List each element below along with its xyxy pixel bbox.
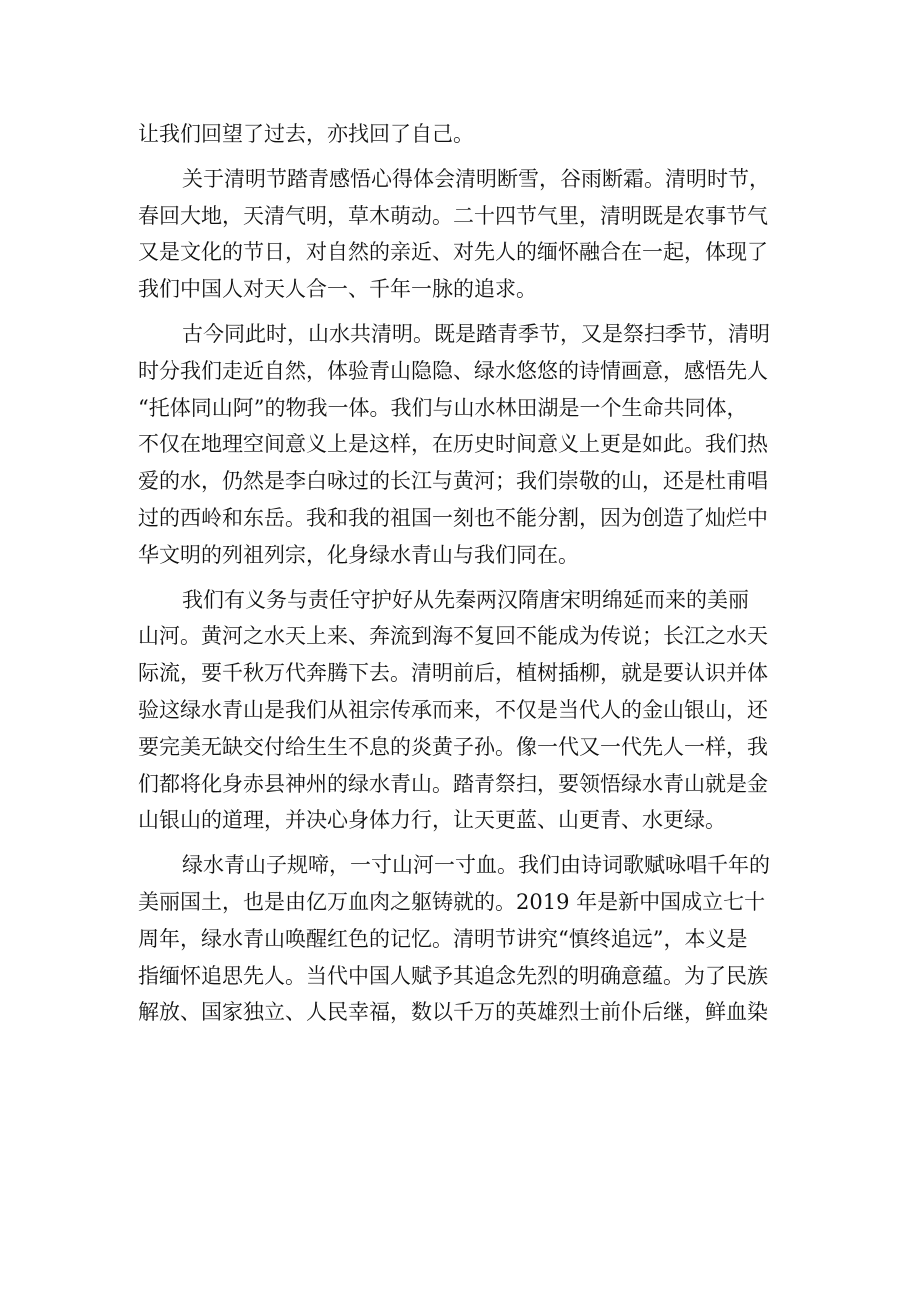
paragraph-gap bbox=[138, 839, 798, 847]
paragraph-gap bbox=[138, 574, 798, 582]
text-line: “托体同山阿”的物我一体。我们与山水林田湖是一个生命共同体， bbox=[138, 395, 748, 420]
text-line: 又是文化的节日，对自然的亲近、对先人的缅怀融合在一起，体现了 bbox=[138, 240, 768, 265]
text-line: 际流，要千秋万代奔腾下去。清明前后，植树插柳，就是要认识并体 bbox=[138, 661, 768, 686]
text-line: 解放、国家独立、人民幸福，数以千万的英雄烈士前仆后继，鲜血染 bbox=[138, 1000, 768, 1025]
text-line: 绿水青山子规啼，一寸山河一寸血。我们由诗词歌赋咏唱千年的 bbox=[182, 853, 770, 878]
text-line: 山河。黄河之水天上来、奔流到海不复回不能成为传说；长江之水天 bbox=[138, 624, 768, 649]
text-line: 指缅怀追思先人。当代中国人赋予其追念先烈的明确意蕴。为了民族 bbox=[138, 963, 768, 988]
text-line: 美丽国土，也是由亿万血肉之躯铸就的。2019 年是新中国成立七十 bbox=[138, 889, 766, 914]
text-line: 爱的水，仍然是李白咏过的长江与黄河；我们崇敬的山，还是杜甫唱 bbox=[138, 469, 768, 494]
paragraph-2 bbox=[138, 316, 798, 574]
paragraph-3 bbox=[138, 582, 798, 840]
text-line: 华文明的列祖列宗，化身绿水青山与我们同在。 bbox=[138, 542, 579, 567]
paragraph-gap bbox=[138, 153, 798, 161]
paragraph-1 bbox=[138, 161, 798, 308]
paragraph-continuation bbox=[138, 116, 798, 153]
document-page bbox=[138, 116, 798, 1031]
text-line: 不仅在地理空间意义上是这样，在历史时间意义上更是如此。我们热 bbox=[138, 432, 768, 457]
paragraph-gap bbox=[138, 308, 798, 316]
text-line: 我们中国人对天人合一、千年一脉的追求。 bbox=[138, 277, 537, 302]
text-line: 验这绿水青山是我们从祖宗传承而来，不仅是当代人的金山银山，还 bbox=[138, 697, 768, 722]
text-line: 过的西岭和东岳。我和我的祖国一刻也不能分割，因为创造了灿烂中 bbox=[138, 505, 768, 530]
text-line: 我们有义务与责任守护好从先秦两汉隋唐宋明绵延而来的美丽 bbox=[182, 587, 749, 612]
text-line: 时分我们走近自然，体验青山隐隐、绿水悠悠的诗情画意，感悟先人 bbox=[138, 358, 768, 383]
paragraph-4 bbox=[138, 847, 798, 1031]
text-line: 要完美无缺交付给生生不息的炎黄子孙。像一代又一代先人一样，我 bbox=[138, 734, 768, 759]
text-line: 让我们回望了过去，亦找回了自己。 bbox=[138, 122, 474, 146]
text-line: 山银山的道理，并决心身体力行，让天更蓝、山更青、水更绿。 bbox=[138, 808, 726, 833]
text-line: 春回大地，天清气明，草木萌动。二十四节气里，清明既是农事节气 bbox=[138, 203, 768, 228]
text-line: 古今同此时，山水共清明。既是踏青季节，又是祭扫季节，清明 bbox=[182, 321, 770, 346]
text-line: 们都将化身赤县神州的绿水青山。踏青祭扫，要领悟绿水青山就是金 bbox=[138, 771, 768, 796]
text-line: 周年，绿水青山唤醒红色的记忆。清明节讲究“慎终追远”，本义是 bbox=[138, 926, 748, 951]
text-line: 关于清明节踏青感悟心得体会清明断雪，谷雨断霜。清明时节， bbox=[182, 166, 770, 191]
